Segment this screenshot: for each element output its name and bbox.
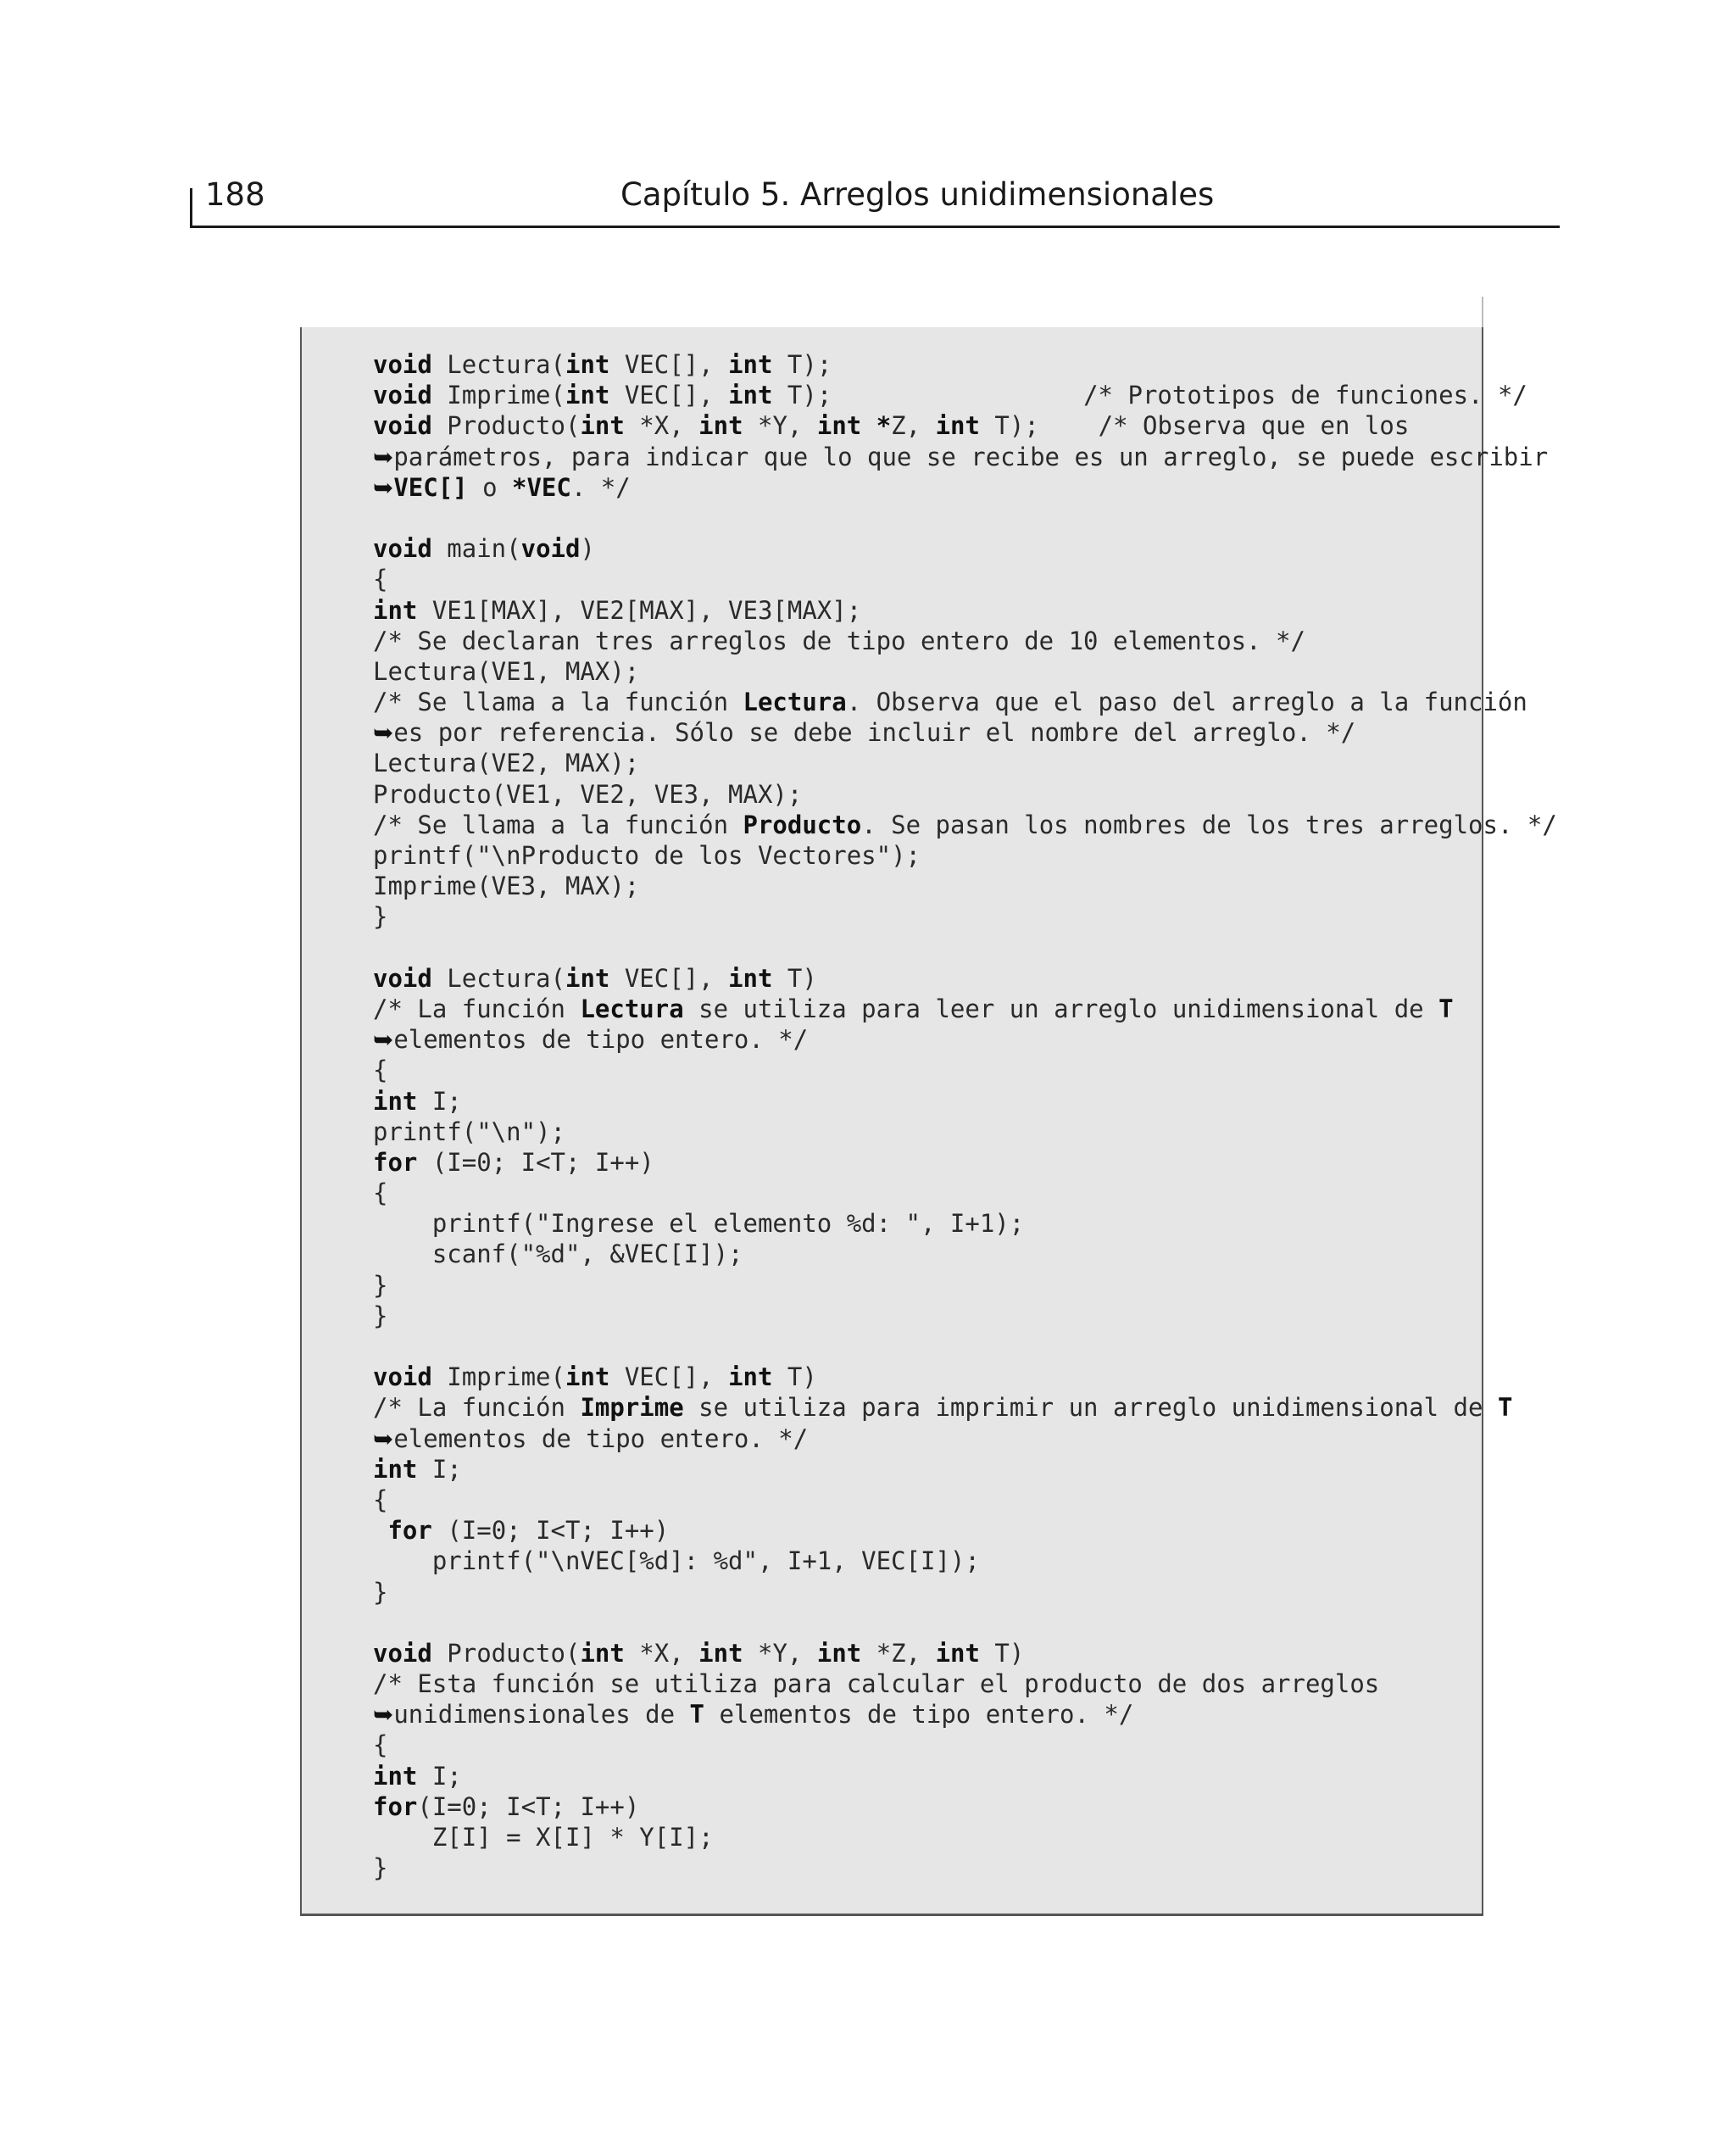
code-text: VEC[], [609,350,729,379]
code-line [373,1147,1475,1178]
code-text: { [373,1056,388,1085]
code-line [373,1178,1475,1208]
code-text: Imprime( [431,381,565,410]
code-line [373,963,1475,994]
code-text: T); /* Observa que en los [979,411,1410,441]
code-text: I; [417,1086,462,1116]
code-text: (I=0; I<T; I++) [417,1147,654,1177]
code-text: *Z, [861,1638,936,1668]
code-keyword: int [373,1454,418,1484]
code-text: { [373,1485,388,1514]
code-line [373,380,1527,410]
code-keyword: int [698,411,743,441]
code-keyword: void [373,350,432,379]
code-line [373,1454,1475,1485]
code-keyword: int [728,350,773,379]
code-text: } [373,1577,388,1607]
code-text: /* Se llama a la función [373,688,743,717]
continuation-arrow-icon: ➥ [373,1025,394,1055]
chapter-title: Capítulo 5. Arreglos unidimensionales [620,176,1215,213]
code-text: Lectura( [431,963,565,993]
code-line [373,1423,1475,1454]
code-keyword: int [565,1362,610,1392]
code-text: printf("\nVEC[%d]: %d", I+1, VEC[I]); [373,1546,980,1576]
code-keyword: *VEC [512,472,571,502]
code-text: T) [772,1362,817,1392]
code-line [373,1638,1475,1669]
code-keyword: void [520,534,581,564]
code-keyword: Imprime [580,1393,684,1423]
code-text: { [373,565,388,594]
code-text: T); [772,350,832,379]
code-line [373,442,1549,472]
code-line [373,1362,1475,1392]
code-keyword: for [373,1791,418,1821]
code-line [373,533,1475,564]
code-text: VE1[MAX], VE2[MAX], VE3[MAX]; [417,595,862,625]
code-line [373,810,1557,840]
code-line [373,1208,1475,1239]
continuation-arrow-icon: ➥ [373,442,394,471]
code-line [373,1331,1475,1362]
code-line [373,1117,1475,1147]
code-line [373,1086,1475,1117]
code-text: (I=0; I<T; I++) [431,1516,670,1546]
code-keyword: int [816,411,862,441]
code-text: se utiliza para leer un arreglo unidimensional de [683,994,1439,1023]
code-text: elementos de tipo entero. */ [393,1025,809,1055]
code-text: . */ [570,472,631,502]
code-text: Producto( [431,411,581,441]
code-text: { [373,1178,388,1208]
code-keyword: T [1438,994,1454,1023]
code-text: parámetros, para indicar que lo que se recibe es un arreglo, se puede escribir [393,442,1549,471]
code-line [373,472,1475,503]
code-keyword: int [565,381,610,410]
code-text: printf("Ingrese el elemento %d: ", I+1); [373,1209,1025,1239]
code-line [373,1669,1475,1699]
code-line [373,656,1475,687]
code-keyword: Producto [743,810,862,839]
continuation-arrow-icon: ➥ [373,1423,394,1453]
code-text: o [467,472,513,502]
code-line [373,1761,1475,1791]
code-line [373,901,1475,932]
code-keyword: T [689,1700,704,1730]
code-text: Producto( [431,1638,581,1668]
code-text: /* Esta función se utiliza para calcular el producto de dos arreglos [373,1669,1380,1699]
code-keyword: * [861,411,892,441]
code-line [373,840,1475,871]
code-line [373,871,1475,901]
code-text: { [373,1730,388,1760]
code-text: I; [417,1454,462,1484]
code-line [373,626,1475,656]
code-line [373,1730,1475,1760]
code-text: elementos de tipo entero. */ [393,1423,809,1453]
code-listing-box [300,327,1557,1916]
code-text: *Y, [743,411,817,441]
code-keyword: int [565,963,610,993]
code-text: I; [417,1761,462,1791]
code-keyword: int [373,1761,418,1791]
code-keyword: VEC[] [393,472,468,502]
code-keyword: int [373,1086,418,1116]
code-text: *Y, [743,1638,817,1668]
code-line [373,717,1475,748]
code-text: /* La función [373,994,581,1023]
code-line [373,1822,1475,1852]
code-keyword: int [728,963,773,993]
code-text: } [373,1853,388,1883]
code-line [373,1607,1475,1638]
code-keyword: int [816,1638,862,1668]
code-keyword: int [728,1362,773,1392]
code-text: Imprime( [431,1362,565,1392]
code-keyword: void [373,534,432,564]
continuation-arrow-icon: ➥ [373,1700,394,1730]
code-line [373,410,1475,441]
code-line [373,687,1527,717]
code-line [373,748,1475,778]
code-keyword: void [373,411,432,441]
code-keyword: int [580,1638,625,1668]
code-text: . Observa que el paso del arreglo a la función [846,688,1527,717]
code-line [373,595,1475,626]
code-keyword: int [935,411,980,441]
code-text: /* La función [373,1393,581,1423]
code-keyword: int [698,1638,743,1668]
code-line [373,1546,1475,1576]
code-keyword: T [1497,1393,1513,1423]
code-text: elementos de tipo entero. */ [704,1700,1134,1730]
code-line [373,1515,1475,1546]
code-text: Imprime(VE3, MAX); [373,872,640,901]
code-text: se utiliza para imprimir un arreglo unidimensional de [683,1393,1498,1423]
code-text: VEC[], [609,1362,729,1392]
code-listing [373,349,1557,1883]
page-number: 188 [205,176,265,213]
code-text: printf("\nProducto de los Vectores"); [373,841,921,870]
code-keyword: int [580,411,625,441]
code-text: T) [772,963,817,993]
code-text: Lectura(VE2, MAX); [373,749,640,778]
code-line [373,564,1475,594]
code-text: unidimensionales de [393,1700,690,1730]
code-line [373,1392,1513,1423]
code-keyword: int [935,1638,980,1668]
code-text [373,1516,387,1545]
code-text: *X, [624,1638,699,1668]
code-keyword: Lectura [580,994,684,1023]
code-text: scanf("%d", &VEC[I]); [373,1240,743,1269]
code-text: VEC[], [609,963,729,993]
code-keyword: int [565,350,610,379]
code-text: Z, [891,411,936,441]
code-line [373,1301,1475,1331]
code-text: Lectura(VE1, MAX); [373,656,640,686]
code-line [373,1239,1475,1269]
code-line [373,1485,1475,1515]
continuation-arrow-icon: ➥ [373,718,394,748]
code-text: /* Se llama a la función [373,810,743,839]
box-edge-mark [1482,297,1483,327]
code-line [373,1852,1475,1883]
code-line [373,1791,1475,1822]
code-keyword: void [373,1638,432,1668]
code-keyword: void [373,963,432,993]
header-rule [190,226,1560,228]
code-text: es por referencia. Sólo se debe incluir el nombre del arreglo. */ [393,718,1356,748]
code-line [373,994,1475,1024]
code-text: } [373,902,388,932]
code-line [373,1024,1475,1055]
code-text: printf("\n"); [373,1117,565,1146]
code-text: VEC[], [609,381,729,410]
code-text: . Se pasan los nombres de los tres arreglos. */ [861,810,1557,839]
code-text: Lectura( [431,350,565,379]
code-keyword: void [373,381,432,410]
code-line [373,1270,1475,1301]
code-text: /* Se declaran tres arreglos de tipo entero de 10 elementos. */ [373,626,1305,655]
code-text: T) [979,1638,1025,1668]
code-line [373,1699,1475,1730]
code-text: ) [580,534,595,564]
continuation-arrow-icon: ➥ [373,472,394,502]
code-text: T); /* Prototipos de funciones. */ [772,381,1527,410]
code-line [373,933,1475,963]
code-keyword: void [373,1362,432,1392]
code-keyword: int [373,595,418,625]
code-text: } [373,1301,388,1330]
code-text: (I=0; I<T; I++) [417,1791,640,1821]
code-keyword: int [728,381,773,410]
code-line [373,779,1475,810]
code-text: Producto(VE1, VE2, VE3, MAX); [373,779,803,809]
code-text: *X, [624,411,699,441]
code-line [373,1577,1475,1607]
code-keyword: Lectura [743,688,847,717]
code-text: Z[I] = X[I] * Y[I]; [373,1823,714,1852]
code-keyword: for [387,1516,432,1546]
code-line [373,349,1475,380]
code-keyword: for [373,1147,418,1177]
code-text: main( [431,534,521,564]
code-line [373,1055,1475,1085]
code-line [373,503,1475,533]
header-tick [190,188,192,227]
code-text: } [373,1270,388,1300]
